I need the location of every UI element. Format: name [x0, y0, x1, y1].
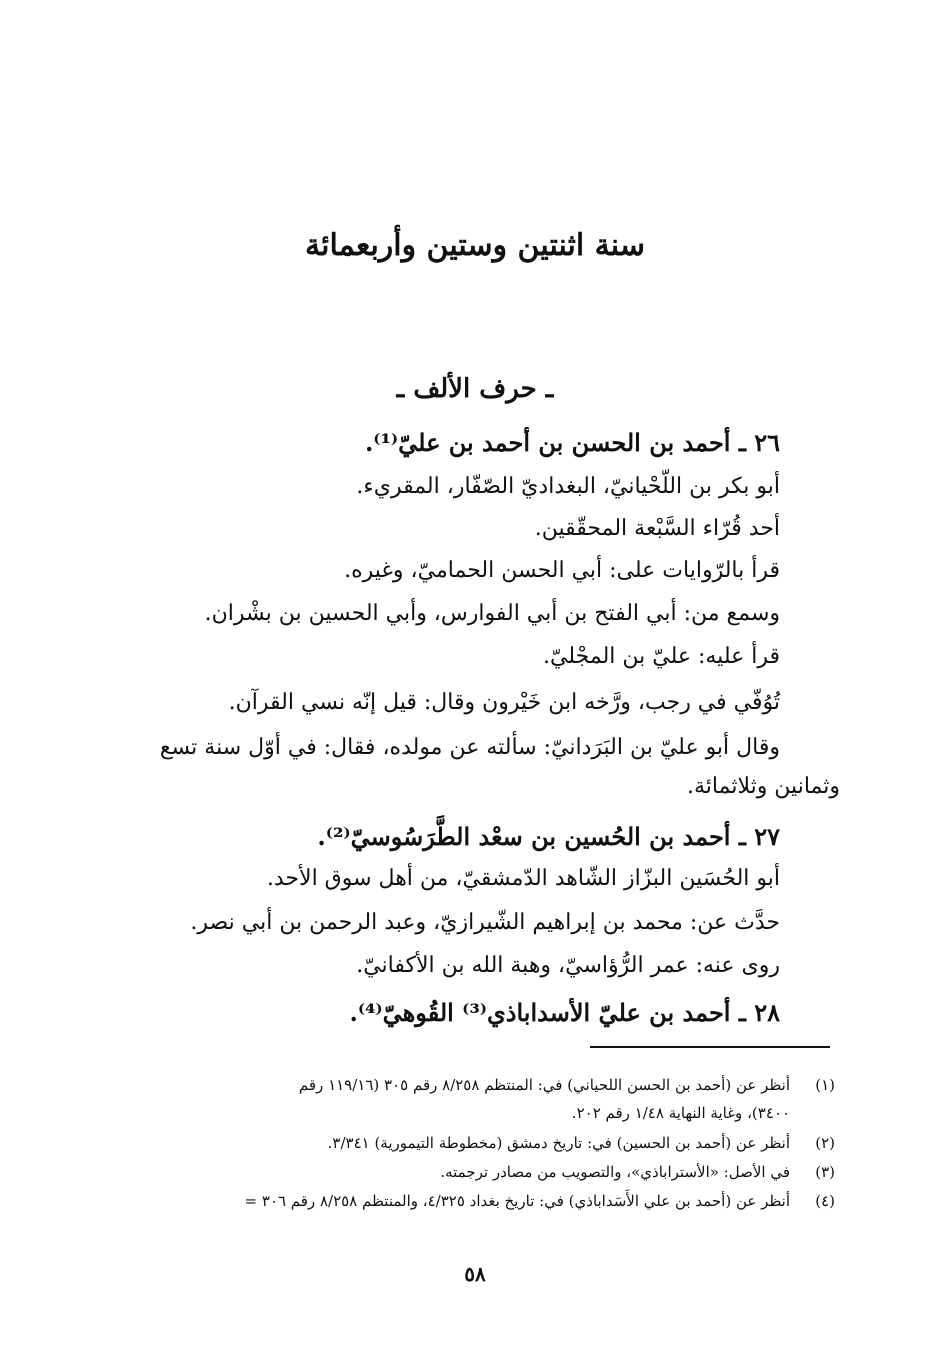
entry-line: أبو الحُسَين البزّاز الشّاهد الدّمشقيّ، من أهل سوق الأحد. [266, 866, 780, 891]
entry-line: قرأ بالرّوايات على: أبي الحسن الحماميّ، وغيره. [344, 558, 780, 583]
entry-line: وسمع من: أبي الفتح بن أبي الفوارس، وأبي الحسين بن بشْران. [204, 601, 780, 626]
section-title: ـ حرف الألف ـ [396, 374, 554, 404]
page-number: ٥٨ [464, 1262, 486, 1286]
entry-line: وثمانين وثلاثمائة. [686, 774, 840, 799]
footnote-number [790, 1104, 835, 1122]
entry-line: قرأ عليه: عليّ بن المجْليّ. [543, 644, 780, 669]
footnote-text: أنظر عن (أحمد بن علي الأَسَداباذي) في: تاريخ بغداد ٤/٣٢٥، والمنتظم ٨/٢٥٨ رقم ٣٠٦ = [244, 1192, 790, 1210]
footnote-1-cont [115, 1104, 835, 1122]
footnote-4 [115, 1192, 835, 1210]
entry-heading-28: ٢٨ ـ أحمد بن عليّ الأسداباذي⁽³⁾ القُوهيّ⁽⁴⁾. [349, 998, 780, 1027]
entry-line: وقال أبو عليّ بن البَرَدانيّ: سألته عن مولده، فقال: في أوّل سنة تسع [159, 735, 780, 760]
entry-heading-27: ٢٧ ـ أحمد بن الحُسين بن سعْد الطَّرَسُوسيّ⁽²⁾. [317, 822, 780, 851]
entry-line: حدَّث عن: محمد بن إبراهيم الشّيرازيّ، وعبد الرحمن بن أبي نصر. [190, 910, 780, 935]
entry-heading-26: ٢٦ ـ أحمد بن الحسن بن أحمد بن عليّ⁽¹⁾. [364, 428, 780, 457]
footnote-number: (٣) [815, 1163, 835, 1181]
footnote-3 [115, 1163, 835, 1181]
footnote-text: أنظر عن (أحمد بن الحسن اللحياني) في: المنتظم ٨/٢٥٨ رقم ٣٠٥ (١١٩/١٦ رقم [298, 1076, 790, 1094]
entry-line: أبو بكر بن اللّحْيانيّ، البغداديّ الصّفّار، المقريء. [356, 474, 780, 499]
footnote-1 [115, 1076, 835, 1094]
footnote-text: أنظر عن (أحمد بن الحسين) في: تاريخ دمشق (مخطوطة التيمورية) ٣/٣٤١. [327, 1134, 790, 1152]
footnote-number: (٤) [815, 1192, 835, 1210]
footnote-number: (٢) [815, 1134, 835, 1152]
footnote-separator [590, 1046, 830, 1048]
year-title: سنة اثنتين وستين وأربعمائة [305, 228, 645, 263]
entry-line: أحد قُرّاء السَّبْعة المحقّقين. [534, 516, 780, 541]
footnote-text: في الأصل: «الأستراباذي»، والتصويب من مصادر ترجمته. [440, 1163, 790, 1181]
footnote-number: (١) [815, 1076, 835, 1094]
footnote-2 [115, 1134, 835, 1152]
footnote-text: ٣٤٠٠)، وغاية النهاية ١/٤٨ رقم ٢٠٢. [571, 1104, 790, 1122]
entry-line: تُوُفّي في رجب، ورَّخه ابن خَيْرون وقال: قيل إنّه نسي القرآن. [228, 690, 780, 715]
entry-line: روى عنه: عمر الرُّؤاسيّ، وهبة الله بن الأكفانيّ. [356, 953, 780, 978]
